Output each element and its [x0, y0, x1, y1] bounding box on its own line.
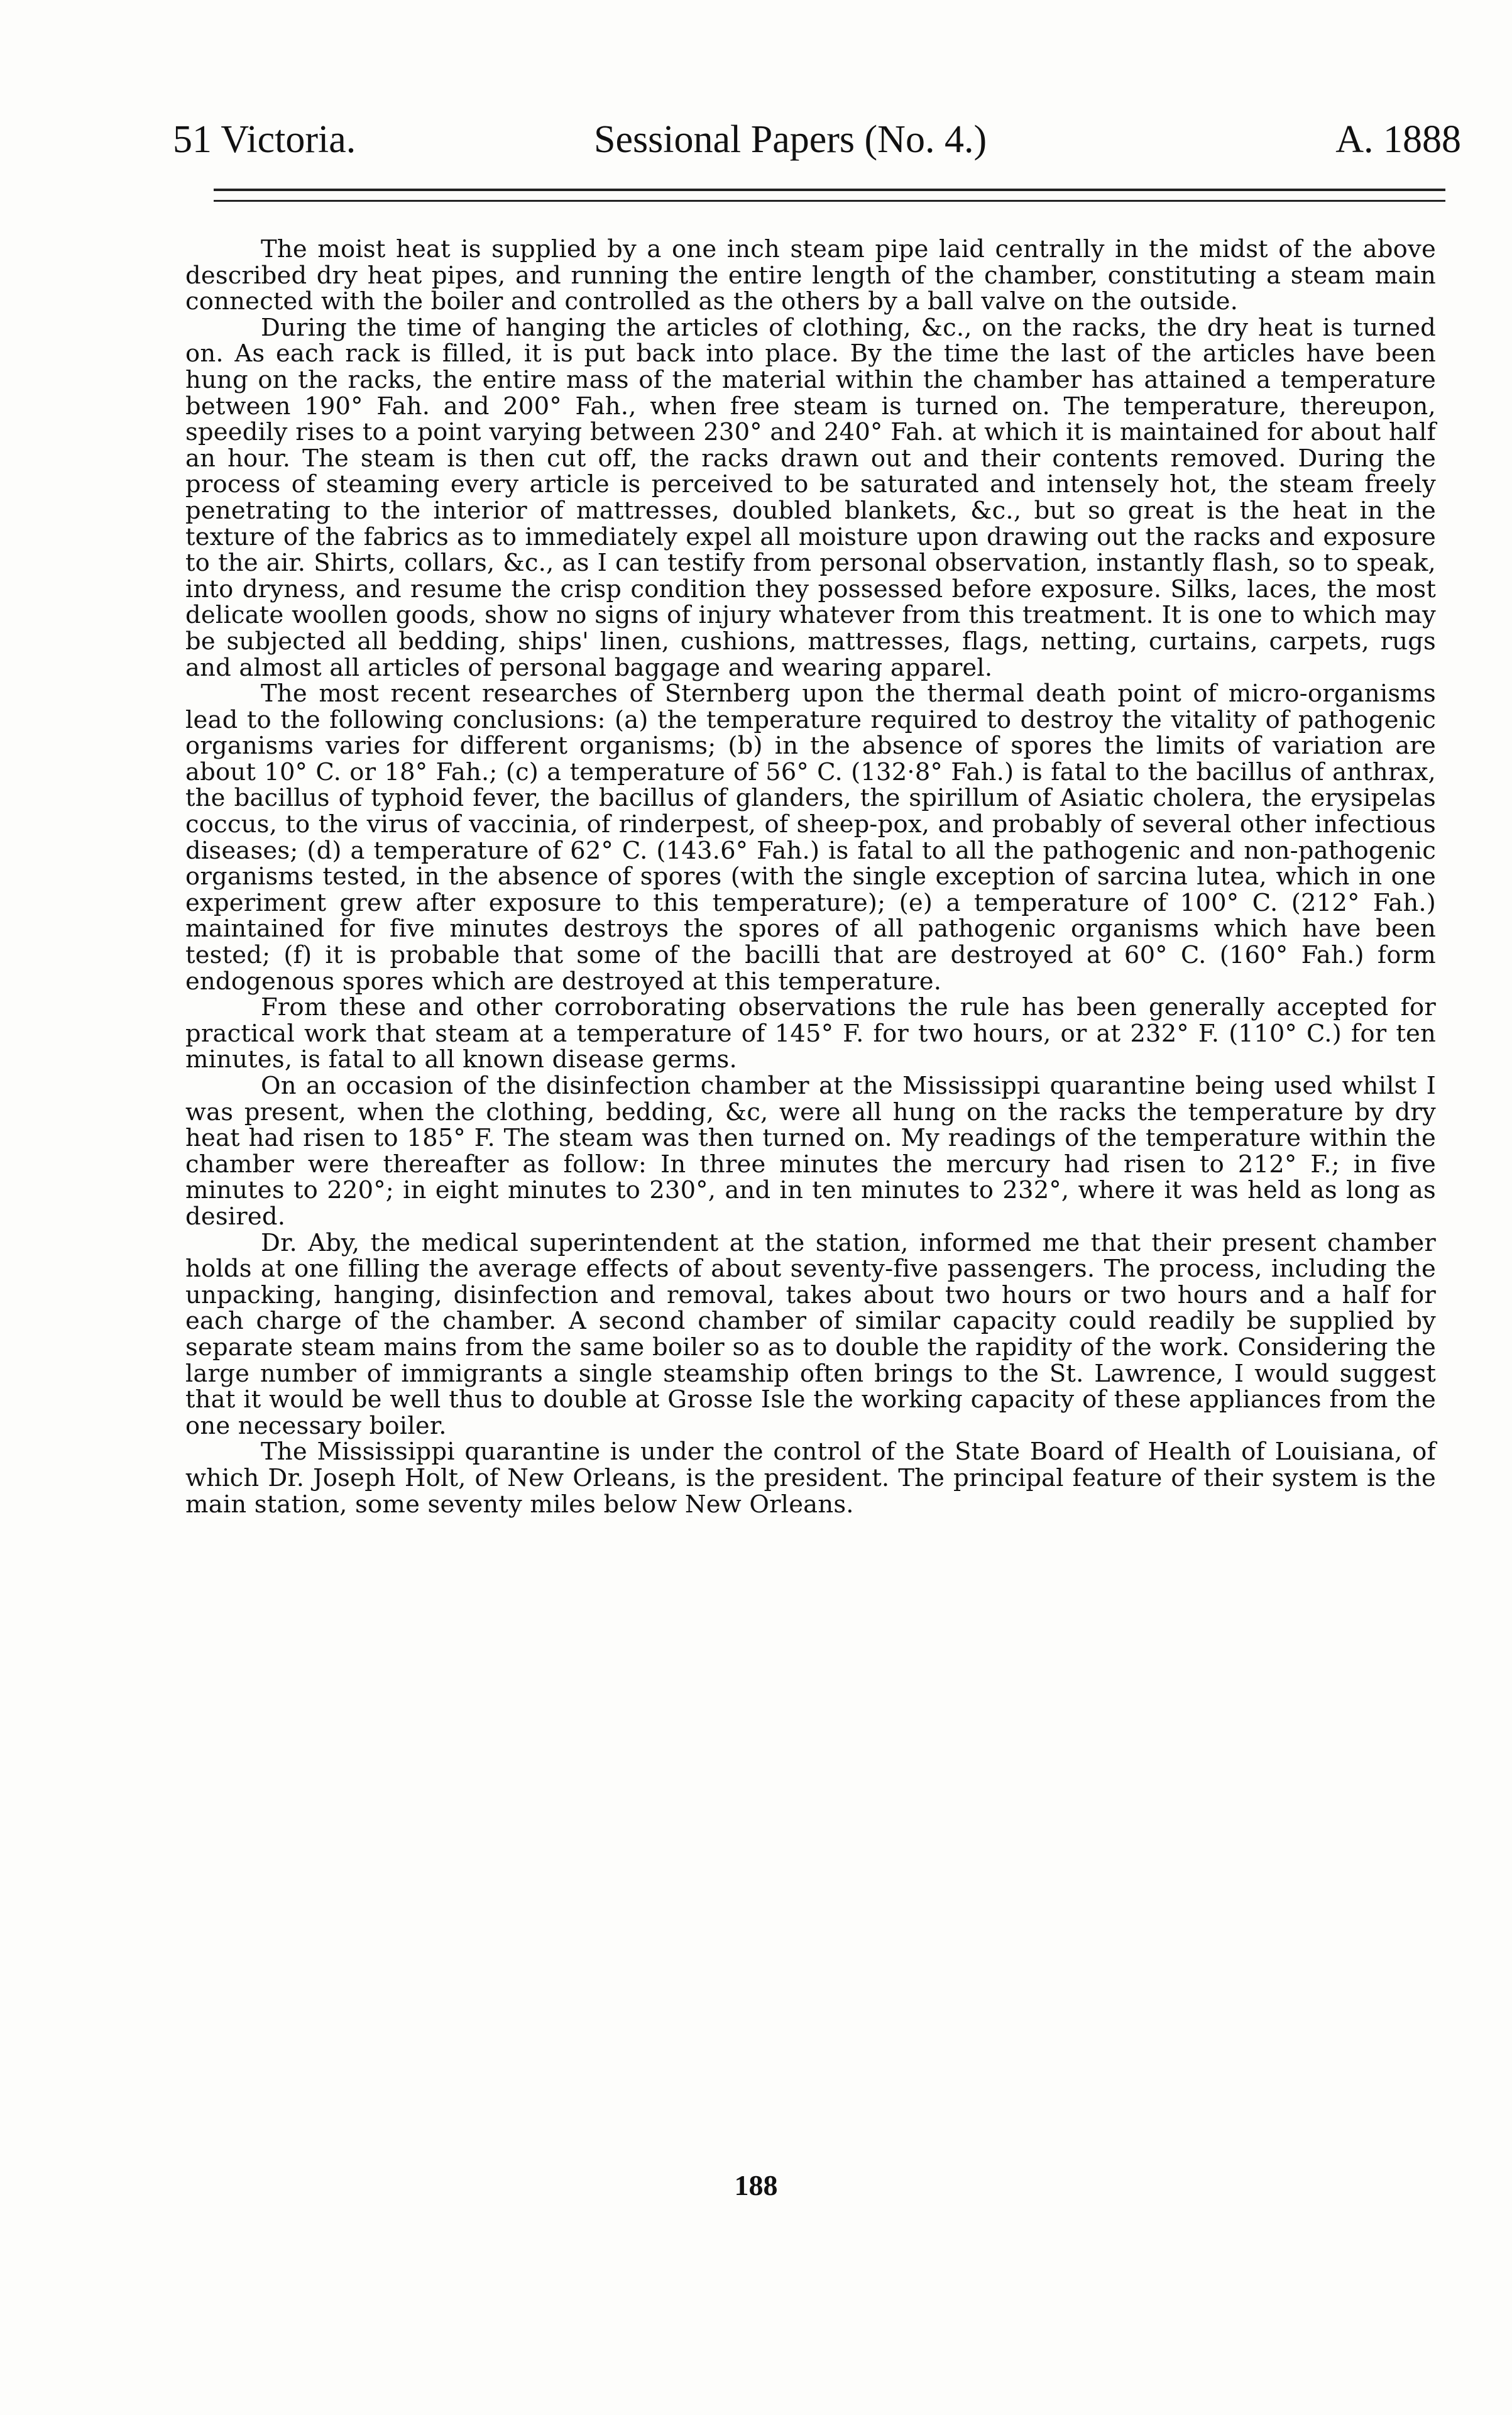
page-number: 188 [734, 2169, 778, 2201]
running-head [173, 104, 1461, 173]
body-text [185, 236, 1436, 1517]
paragraph-steam-pipe: The moist heat is supplied by a one inch steam pipe laid centrally in the midst of the above described dry heat pipes, and running the entire length of the chamber, constituting a steam main connected with the boiler and controlled as the others by a ball valve on the outside. [185, 235, 1436, 316]
running-head-title: Sessional Papers (No. 4.) [594, 118, 987, 161]
paragraph-sternberg-researches: The most recent researches of Sternberg upon the thermal death point of micro-organisms lead to the following conclusions: (a) the temperature required to destroy the vitality of pathogenic organisms varies for different organisms; (b) in the absence of spores the limits of variation are about 10° C. or 18° Fah.; (c) a temperature of 56° C. (132·8° Fah.) is fatal to the bacillus of anthrax, the bacillus of typhoid fever, the bacillus of glanders, the spirillum of Asiatic cholera, the erysipelas coccus, to the virus of vaccinia, of rinderpest, of sheep-pox, and probably of several other infectious diseases; (d) a temperature of 62° C. (143.6° Fah.) is fatal to all the pathogenic and non-pathogenic organisms tested, in the absence of spores (with the single exception of sarcina lutea, which in one experiment grew after exposure to this temperature); (e) a temperature of 100° C. (212° Fah.) maintained for five minutes destroys the spores of all pathogenic organisms which have been tested; (f) it is probable that some of the bacilli that are destroyed at 60° C. (160° Fah.) form endogenous spores which are destroyed at this temperature. [185, 679, 1436, 996]
paragraph-mississippi-readings: On an occasion of the disinfection chamber at the Mississippi quarantine being used whilst I was present, when the clothing, bedding, &c, were all hung on the racks the temperature by dry heat had risen to 185° F. The steam was then turned on. My readings of the temperature within the chamber were thereafter as follow: In three minutes the mercury had risen to 212° F.; in five minutes to 220°; in eight minutes to 230°, and in ten minutes to 232°, where it was held as long as desired. [185, 1072, 1436, 1231]
paragraph-state-board: The Mississippi quarantine is under the control of the State Board of Health of Louisiana, of which Dr. Joseph Holt, of New Orleans, is the president. The principal feature of their system is the main station, some seventy miles below New Orleans. [185, 1438, 1436, 1519]
header-rule-top [214, 189, 1445, 191]
running-head-year: A. 1888 [1335, 118, 1461, 161]
paragraph-hanging-articles: During the time of hanging the articles of clothing, &c., on the racks, the dry heat is turned on. As each rack is filled, it is put back into place. By the time the last of the articles have been hung on the racks, the entire mass of the material within the chamber has attained a temperature between 190° Fah. and 200° Fah., when free steam is turned on. The temperature, thereupon, speedily rises to a point varying between 230° and 240° Fah. at which it is maintained for about half an hour. The steam is then cut off, the racks drawn out and their contents removed. During the process of steaming every article is perceived to be saturated and intensely hot, the steam freely penetrating to the interior of mattresses, doubled blankets, &c., but so great is the heat in the texture of the fabrics as to immediately expel all moisture upon drawing out the racks and exposure to the air. Shirts, collars, &c., as I can testify from personal observation, instantly flash, so to speak, into dryness, and resume the crisp condition they possessed before exposure. Silks, laces, the most delicate woollen goods, show no signs of injury whatever from this treatment. It is one to which may be subjected all bedding, ships' linen, cushions, mattresses, flags, netting, curtains, carpets, rugs and almost all articles of personal baggage and wearing apparel. [185, 313, 1436, 682]
header-rule-bottom [214, 200, 1445, 202]
running-head-volume: 51 Victoria. [173, 118, 356, 161]
paragraph-dr-aby: Dr. Aby, the medical superintendent at the station, informed me that their present chamber holds at one filling the average effects of about seventy-five passengers. The process, including the unpacking, hanging, disinfection and removal, takes about two hours or two hours and a half for each charge of the chamber. A second chamber of similar capacity could readily be supplied by separate steam mains from the same boiler so as to double the rapidity of the work. Considering the large number of immigrants a single steamship often brings to the St. Lawrence, I would suggest that it would be well thus to double at Grosse Isle the working capacity of these appliances from the one necessary boiler. [185, 1228, 1436, 1440]
paragraph-rule-accepted: From these and other corroborating observations the rule has been generally accepted for practical work that steam at a temperature of 145° F. for two hours, or at 232° F. (110° C.) for ten minutes, is fatal to all known disease germs. [185, 993, 1436, 1074]
